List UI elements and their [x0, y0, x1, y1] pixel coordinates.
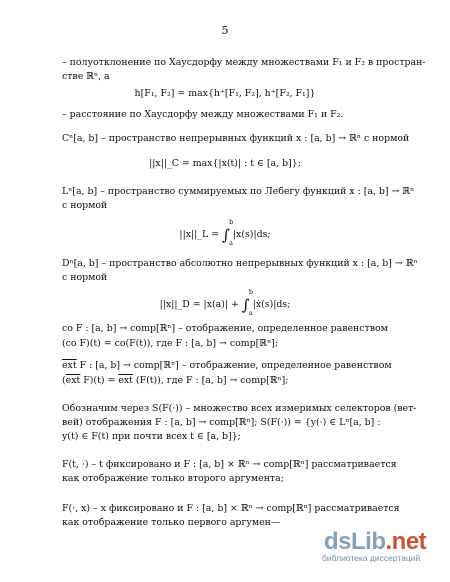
formula-hausdorff: h[F₁, F₂] = max{h⁺[F₁, F₂], h⁺[F₂, F₁]}: [134, 88, 316, 99]
integral-sign: ∫ b a: [222, 218, 234, 247]
text-line: – расстояние по Хаусдорфу между множествами F₁ и F₂.: [62, 109, 344, 120]
text-line: $\overline{ext}$ F : [a, b] → comp[ℝⁿ] – отображение, определенное равенством: [62, 360, 392, 371]
formula-norm-l: ||x||_L = ∫ b a |x(s)|ds;: [179, 218, 271, 247]
formula-norm-d: ||x||_D = |x(a)| + ∫ b a |ẋ(s)|ds;: [159, 288, 291, 317]
text-line: – полуотклонение по Хаусдорфу между множествами F₁ и F₂ в простран-: [62, 57, 426, 68]
text-line: co F : [a, b] → comp[ℝⁿ] – отображение, определенное равенством: [62, 323, 388, 334]
text-line: как отображение только первого аргумен—: [62, 517, 281, 528]
text-line: Cⁿ[a, b] – пространство непрерывных функций x : [a, b] → ℝⁿ с нормой: [62, 133, 410, 144]
text-line: Dⁿ[a, b] – пространство абсолютно непрерывных функций x : [a, b] → ℝⁿ: [62, 258, 418, 269]
text-line: Lⁿ[a, b] – пространство суммируемых по Лебегу функций x : [a, b] → ℝⁿ: [62, 186, 415, 197]
watermark-logo: dsLib.net библиотека диссертаций: [322, 528, 427, 563]
text-line: как отображение только второго аргумента;: [62, 473, 284, 484]
page-number: 5: [221, 24, 229, 37]
text-line: с нормой: [62, 272, 108, 283]
text-line: y(t) ∈ F(t) при почти всех t ∈ [a, b]};: [62, 431, 241, 442]
integral-sign: ∫ b a: [241, 288, 254, 317]
text-line: стве ℝⁿ, а: [62, 71, 110, 82]
text-line: F(t, ·) – t фиксировано и F : [a, b] × ℝⁿ → comp[ℝⁿ] рассматривается: [62, 459, 397, 470]
text-line: с нормой: [62, 200, 108, 211]
text-line: F(·, x) – x фиксировано и F : [a, b] × ℝⁿ → comp[ℝⁿ] рассматривается: [62, 503, 400, 514]
text-line: (co F)(t) = co(F(t)), где F : [a, b] → comp[ℝⁿ];: [62, 338, 278, 349]
text-line: вей) отображения F : [a, b] → comp[ℝⁿ]; S(F(·)) = {y(·) ∈ Lⁿ[a, b] :: [62, 417, 381, 428]
formula-norm-c: ||x||_C = max{|x(t)| : t ∈ [a, b]};: [149, 158, 301, 169]
text-line: Обозначим через S(F(·)) – множество всех измеримых селекторов (вет-: [62, 403, 417, 414]
text-line: ($\overline{ext}$ $F)(t) = \overline{ext}$ (F(t)), где F : [a, b] → comp[ℝⁿ];: [62, 375, 289, 386]
